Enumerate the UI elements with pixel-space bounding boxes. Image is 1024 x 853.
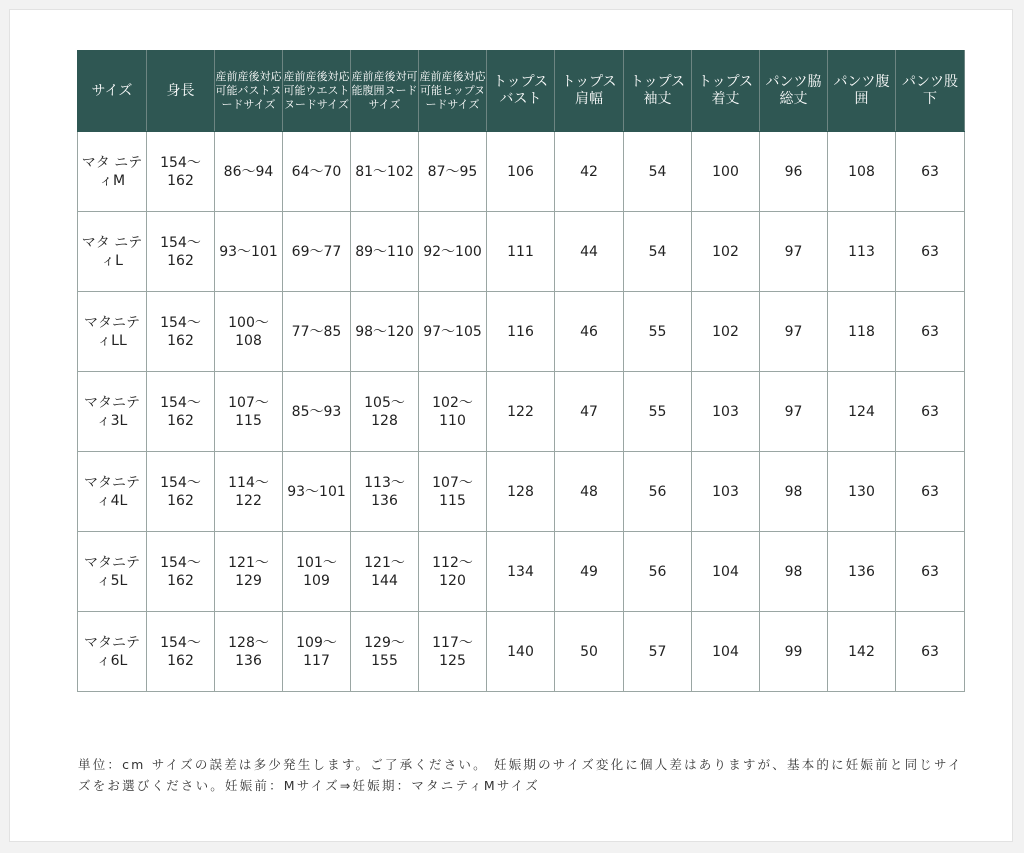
table-cell: 87〜95	[419, 132, 487, 212]
table-cell: 100〜108	[215, 292, 283, 372]
table-cell: 97	[760, 212, 828, 292]
column-header: トップス肩幅	[555, 51, 624, 132]
table-row	[78, 612, 965, 692]
table-cell: 98	[760, 532, 828, 612]
table-cell: 48	[555, 452, 624, 532]
table-row	[78, 292, 965, 372]
table-row	[78, 452, 965, 532]
table-cell: 107〜115	[215, 372, 283, 452]
table-cell: 97〜105	[419, 292, 487, 372]
table-cell: 124	[828, 372, 896, 452]
table-header-row	[78, 51, 965, 132]
table-cell: 104	[692, 532, 760, 612]
table-cell: 154〜162	[147, 212, 215, 292]
column-header: トップス着丈	[692, 51, 760, 132]
table-cell: 154〜162	[147, 612, 215, 692]
table-cell: 63	[896, 132, 965, 212]
table-cell: 113〜136	[351, 452, 419, 532]
column-header: 産前産後対応可能バストヌードサイズ	[215, 51, 283, 132]
table-cell: 63	[896, 372, 965, 452]
size-table	[77, 50, 965, 692]
table-cell: 99	[760, 612, 828, 692]
table-row	[78, 372, 965, 452]
table-cell: 128〜136	[215, 612, 283, 692]
table-cell: 64〜70	[283, 132, 351, 212]
table-cell: 130	[828, 452, 896, 532]
table-cell: 92〜100	[419, 212, 487, 292]
table-cell: 154〜162	[147, 372, 215, 452]
column-header: サイズ	[78, 51, 147, 132]
table-cell: 63	[896, 612, 965, 692]
table-cell: 103	[692, 372, 760, 452]
column-header: パンツ脇総丈	[760, 51, 828, 132]
table-cell: 42	[555, 132, 624, 212]
table-row	[78, 212, 965, 292]
table-cell: 63	[896, 212, 965, 292]
table-cell: 93〜101	[215, 212, 283, 292]
table-cell: 107〜115	[419, 452, 487, 532]
column-header: 産前産後対応可能ウエストヌードサイズ	[283, 51, 351, 132]
size-chart-card	[9, 9, 1013, 842]
table-cell: 134	[487, 532, 555, 612]
table-cell: 129〜155	[351, 612, 419, 692]
table-cell: 100	[692, 132, 760, 212]
table-cell: 63	[896, 532, 965, 612]
size-name-cell: マタニティ6L	[78, 612, 147, 692]
table-cell: 97	[760, 372, 828, 452]
size-name-cell: マタ ニティL	[78, 212, 147, 292]
size-name-cell: マタニティ3L	[78, 372, 147, 452]
table-cell: 111	[487, 212, 555, 292]
table-cell: 140	[487, 612, 555, 692]
table-cell: 50	[555, 612, 624, 692]
table-cell: 46	[555, 292, 624, 372]
table-cell: 89〜110	[351, 212, 419, 292]
table-cell: 81〜102	[351, 132, 419, 212]
column-header: トップス袖丈	[624, 51, 692, 132]
table-cell: 49	[555, 532, 624, 612]
table-cell: 47	[555, 372, 624, 452]
table-cell: 63	[896, 292, 965, 372]
size-name-cell: マタ ニティM	[78, 132, 147, 212]
table-cell: 102	[692, 292, 760, 372]
table-cell: 121〜144	[351, 532, 419, 612]
table-cell: 154〜162	[147, 532, 215, 612]
table-cell: 105〜128	[351, 372, 419, 452]
column-header: トップスバスト	[487, 51, 555, 132]
size-note: 単位：cm サイズの誤差は多少発生します。ご了承ください。 妊娠期のサイズ変化に個人差はありますが、基本的に妊娠前と同じサイズをお選びください。妊娠前：Mサイズ⇒妊娠期：マタニティMサイズ	[78, 757, 963, 793]
column-header: パンツ股下	[896, 51, 965, 132]
size-name-cell: マタニティLL	[78, 292, 147, 372]
table-cell: 86〜94	[215, 132, 283, 212]
table-cell: 108	[828, 132, 896, 212]
table-cell: 56	[624, 532, 692, 612]
table-cell: 154〜162	[147, 292, 215, 372]
table-cell: 142	[828, 612, 896, 692]
size-name-cell: マタニティ5L	[78, 532, 147, 612]
table-cell: 98〜120	[351, 292, 419, 372]
table-cell: 104	[692, 612, 760, 692]
table-cell: 117〜125	[419, 612, 487, 692]
table-cell: 63	[896, 452, 965, 532]
table-cell: 85〜93	[283, 372, 351, 452]
table-body	[78, 132, 965, 692]
table-cell: 69〜77	[283, 212, 351, 292]
table-cell: 121〜129	[215, 532, 283, 612]
column-header: 身長	[147, 51, 215, 132]
table-cell: 55	[624, 292, 692, 372]
column-header: 産前産後対応可能ヒップヌードサイズ	[419, 51, 487, 132]
table-cell: 96	[760, 132, 828, 212]
table-cell: 128	[487, 452, 555, 532]
table-cell: 109〜117	[283, 612, 351, 692]
table-cell: 77〜85	[283, 292, 351, 372]
table-cell: 55	[624, 372, 692, 452]
table-cell: 54	[624, 132, 692, 212]
table-row	[78, 532, 965, 612]
table-cell: 114〜122	[215, 452, 283, 532]
table-cell: 106	[487, 132, 555, 212]
table-cell: 118	[828, 292, 896, 372]
table-cell: 101〜109	[283, 532, 351, 612]
table-cell: 112〜120	[419, 532, 487, 612]
column-header: 産前産後対可能腹囲ヌードサイズ	[351, 51, 419, 132]
column-header: パンツ腹囲	[828, 51, 896, 132]
table-cell: 103	[692, 452, 760, 532]
table-cell: 154〜162	[147, 452, 215, 532]
table-cell: 98	[760, 452, 828, 532]
table-cell: 54	[624, 212, 692, 292]
table-cell: 113	[828, 212, 896, 292]
size-name-cell: マタニティ4L	[78, 452, 147, 532]
table-cell: 97	[760, 292, 828, 372]
table-cell: 102〜110	[419, 372, 487, 452]
table-cell: 56	[624, 452, 692, 532]
table-cell: 57	[624, 612, 692, 692]
table-cell: 116	[487, 292, 555, 372]
table-cell: 122	[487, 372, 555, 452]
table-cell: 102	[692, 212, 760, 292]
table-cell: 44	[555, 212, 624, 292]
table-cell: 154〜162	[147, 132, 215, 212]
table-row	[78, 132, 965, 212]
table-cell: 93〜101	[283, 452, 351, 532]
table-cell: 136	[828, 532, 896, 612]
